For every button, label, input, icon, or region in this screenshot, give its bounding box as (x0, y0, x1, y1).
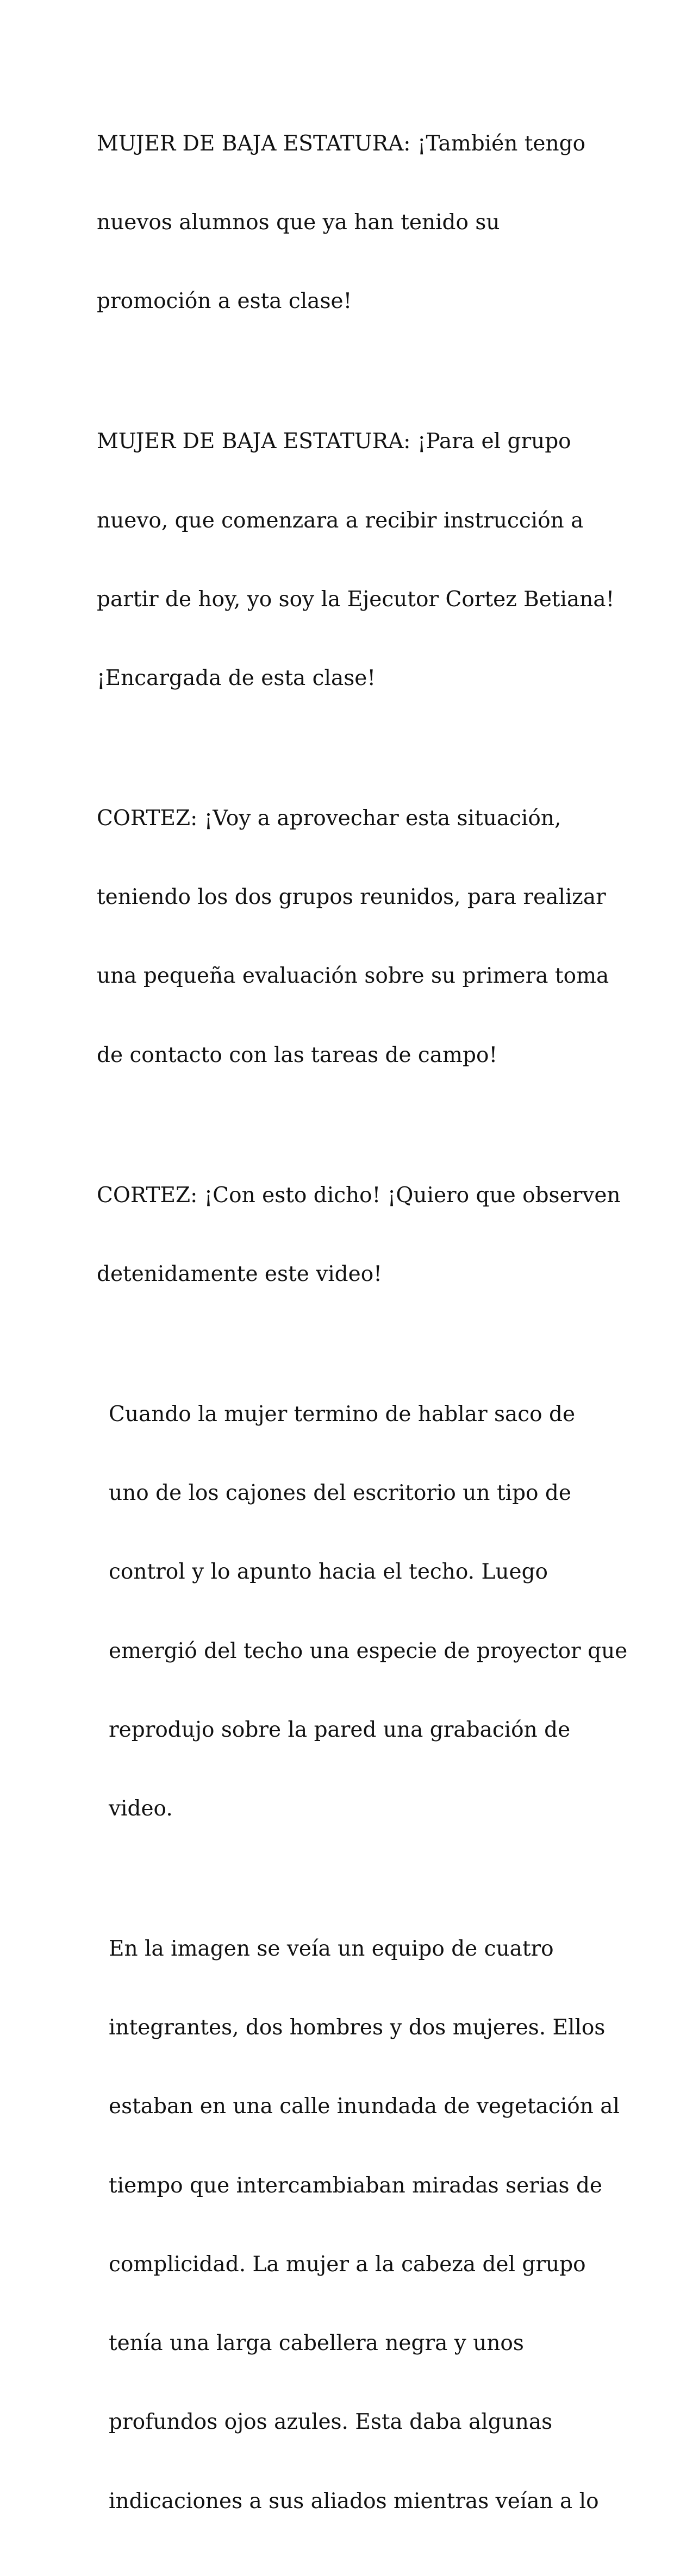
text-line: video. (109, 1796, 173, 1821)
text-line: control y lo apunto hacia el techo. Luego (109, 1560, 548, 1585)
text-line: MUJER DE BAJA ESTATURA: ¡También tengo (97, 131, 586, 156)
text-line: CORTEZ: ¡Voy a aprovechar esta situación, (97, 806, 561, 831)
narrative-paragraph-1 (97, 1349, 628, 1875)
text-line: partir de hoy, yo soy la Ejecutor Cortez Betiana! (97, 587, 615, 612)
text-line: ¡Encargada de esta clase! (97, 665, 376, 690)
text-line: una pequeña evaluación sobre su primera toma (97, 964, 609, 989)
text-line: promoción a esta clase! (97, 289, 352, 314)
text-line: tenía una larga cabellera negra y unos (109, 2331, 524, 2356)
text-line: profundos ojos azules. Esta daba algunas (109, 2410, 553, 2435)
text-line: indicaciones a sus aliados mientras veían a lo (109, 2489, 599, 2514)
text-line: emergió del techo una especie de proyector que (109, 1638, 628, 1663)
narrative-paragraph-2 (97, 1883, 620, 2567)
text-line: reprodujo sobre la pared una grabación de (109, 1717, 571, 1742)
text-line: Cuando la mujer termino de hablar saco de (109, 1402, 576, 1427)
text-line: complicidad. La mujer a la cabeza del grupo (109, 2252, 586, 2277)
text-line: integrantes, dos hombres y dos mujeres. Ellos (109, 2015, 606, 2040)
dialogue-paragraph-4 (97, 1130, 621, 1340)
document-body (97, 78, 628, 2576)
text-line: teniendo los dos grupos reunidos, para realizar (97, 885, 606, 910)
text-line: nuevos alumnos que ya han tenido su (97, 210, 500, 235)
dialogue-paragraph-2 (97, 376, 615, 744)
text-line: uno de los cajones del escritorio un tipo de (109, 1481, 571, 1506)
text-line: detenidamente este video! (97, 1261, 382, 1286)
text-line: MUJER DE BAJA ESTATURA: ¡Para el grupo (97, 429, 571, 454)
dialogue-paragraph-3 (97, 753, 609, 1121)
text-line: En la imagen se veía un equipo de cuatro (109, 1937, 554, 1962)
dialogue-paragraph-1 (97, 78, 586, 367)
text-line: nuevo, que comenzara a recibir instrucción a (97, 508, 584, 533)
text-line: CORTEZ: ¡Con esto dicho! ¡Quiero que observen (97, 1183, 621, 1208)
text-line: tiempo que intercambiaban miradas serias de (109, 2173, 602, 2198)
text-line: estaban en una calle inundada de vegetación al (109, 2094, 620, 2119)
text-line: de contacto con las tareas de campo! (97, 1042, 498, 1067)
